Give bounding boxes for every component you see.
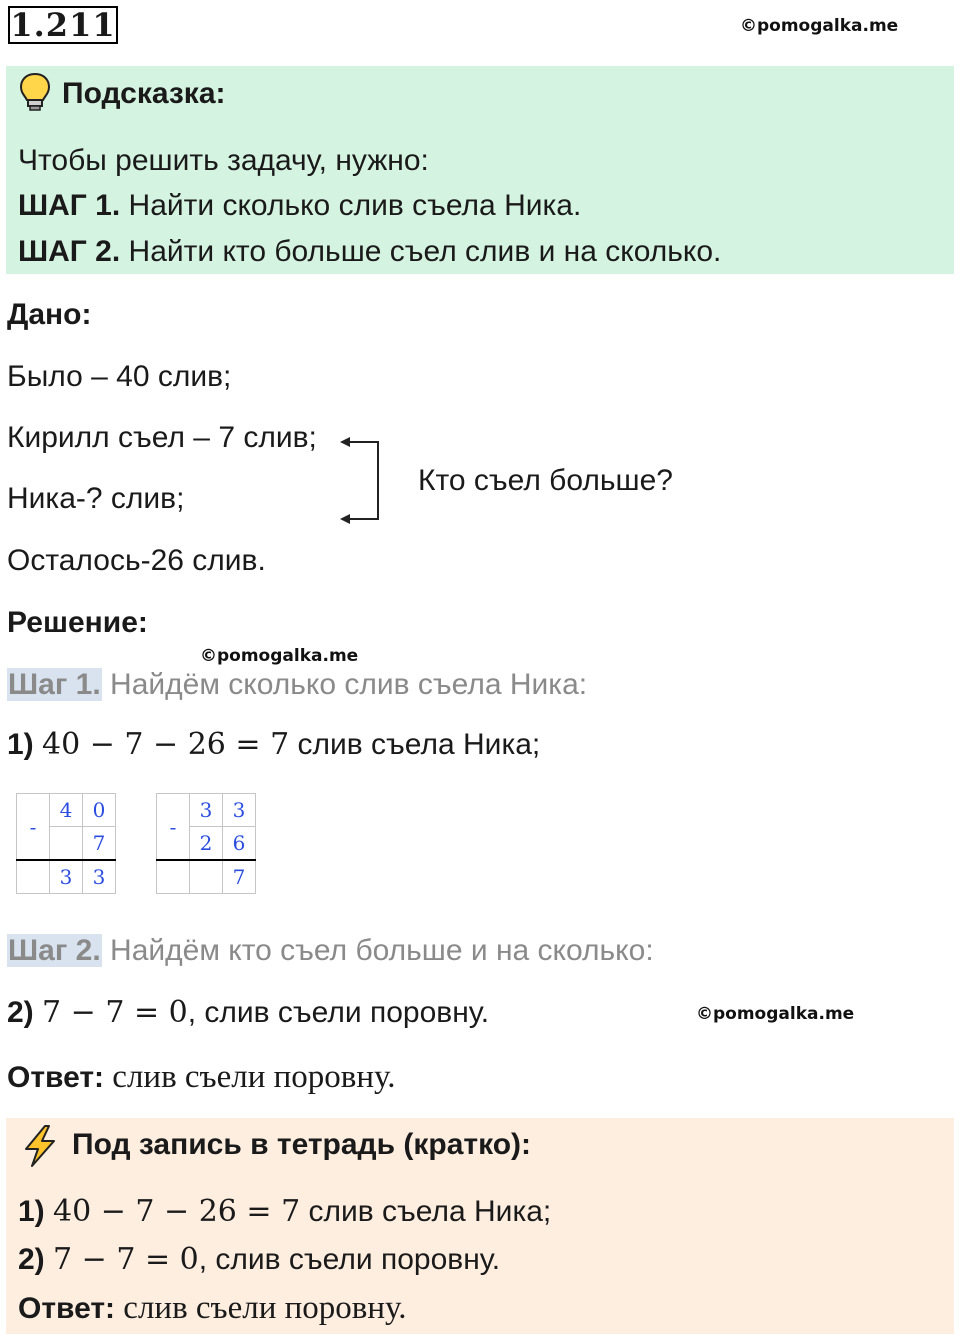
problem-number: 1.211	[8, 6, 118, 44]
notebook-line-1-num: 1)	[18, 1195, 45, 1228]
given-title: Дано:	[7, 298, 92, 331]
solution-line-1	[7, 727, 540, 763]
notebook-answer-label: Ответ:	[18, 1292, 116, 1325]
solution-line-1-expr: 40 − 7 − 26 = 7	[42, 727, 290, 762]
notebook-answer	[18, 1290, 407, 1327]
hint-step-2	[18, 234, 721, 270]
column-subtraction-1	[16, 793, 116, 894]
calc-2-top-digit: 3	[190, 794, 223, 827]
calc-1-mid-digit: 7	[83, 827, 116, 861]
solution-answer-text: слив съели поровну.	[104, 1059, 396, 1095]
hint-step-1-label: ШАГ 1.	[18, 189, 121, 222]
step-1-label: Шаг 1.	[8, 668, 101, 701]
calc-1-top-digit: 4	[50, 794, 83, 827]
calc-1-sign: -	[17, 794, 50, 861]
step-1-text: Найдём сколько слив съела Ника:	[101, 668, 588, 701]
step-2-heading	[7, 933, 654, 969]
hint-step-2-label: ШАГ 2.	[18, 235, 121, 268]
notebook-answer-text: слив съели поровну.	[115, 1290, 407, 1326]
solution-line-2-text: , слив съели поровну.	[187, 996, 490, 1029]
calc-2-res-digit	[190, 860, 223, 894]
notebook-line-2-num: 2)	[18, 1243, 45, 1276]
hint-step-2-text: Найти кто больше съел слив и на сколько.	[120, 235, 722, 268]
watermark-middle: ©pomogalka.me	[200, 646, 359, 666]
watermark-top: ©pomogalka.me	[740, 16, 899, 36]
step-2-label: Шаг 2.	[8, 934, 101, 967]
given-line-1: Было – 40 слив;	[7, 360, 232, 393]
calc-2-sign: -	[157, 794, 190, 861]
calc-2-res-cell	[157, 860, 190, 894]
notebook-line-2	[18, 1242, 500, 1278]
notebook-line-2-expr: 7 − 7 = 0	[53, 1242, 199, 1277]
hint-step-1-text: Найти сколько слив съела Ника.	[120, 189, 582, 222]
given-question: Кто съел больше?	[418, 464, 673, 497]
solution-answer	[7, 1059, 396, 1096]
calc-2-mid-digit: 2	[190, 827, 223, 861]
notebook-line-1	[18, 1194, 551, 1230]
notebook-line-1-expr: 40 − 7 − 26 = 7	[53, 1194, 301, 1229]
calc-1-mid-digit	[50, 827, 83, 861]
calc-2-mid-digit: 6	[223, 827, 256, 861]
calc-1-res-digit: 3	[50, 860, 83, 894]
hint-step-1	[18, 188, 581, 224]
calc-2-res-digit: 7	[223, 860, 256, 894]
calc-1-res-digit: 3	[83, 860, 116, 894]
solution-line-1-text: слив съела Ника;	[289, 728, 541, 761]
solution-line-2	[7, 995, 489, 1031]
step-1-heading	[7, 667, 587, 703]
hint-title: Подсказка:	[62, 77, 226, 110]
lightbulb-icon	[18, 72, 52, 112]
column-subtraction-2	[156, 793, 256, 894]
bracket-arrow-icon	[338, 428, 388, 528]
given-line-3: Ника-? слив;	[7, 482, 185, 515]
calc-1-res-cell	[17, 860, 50, 894]
watermark-bottom: ©pomogalka.me	[696, 1004, 855, 1024]
solution-title: Решение:	[7, 606, 148, 639]
notebook-line-2-text: , слив съели поровну.	[198, 1243, 501, 1276]
notebook-line-1-text: слив съела Ника;	[300, 1195, 552, 1228]
given-line-4: Осталось-26 слив.	[7, 544, 266, 577]
calc-1-top-digit: 0	[83, 794, 116, 827]
solution-line-2-num: 2)	[7, 996, 34, 1029]
hint-intro: Чтобы решить задачу, нужно:	[18, 144, 429, 177]
lightning-icon	[18, 1124, 62, 1168]
step-2-text: Найдём кто съел больше и на сколько:	[101, 934, 654, 967]
notebook-title: Под запись в тетрадь (кратко):	[72, 1128, 532, 1161]
given-line-2: Кирилл съел – 7 слив;	[7, 421, 317, 454]
solution-line-1-num: 1)	[7, 728, 34, 761]
solution-answer-label: Ответ:	[7, 1061, 105, 1094]
solution-line-2-expr: 7 − 7 = 0	[42, 995, 188, 1030]
calc-2-top-digit: 3	[223, 794, 256, 827]
